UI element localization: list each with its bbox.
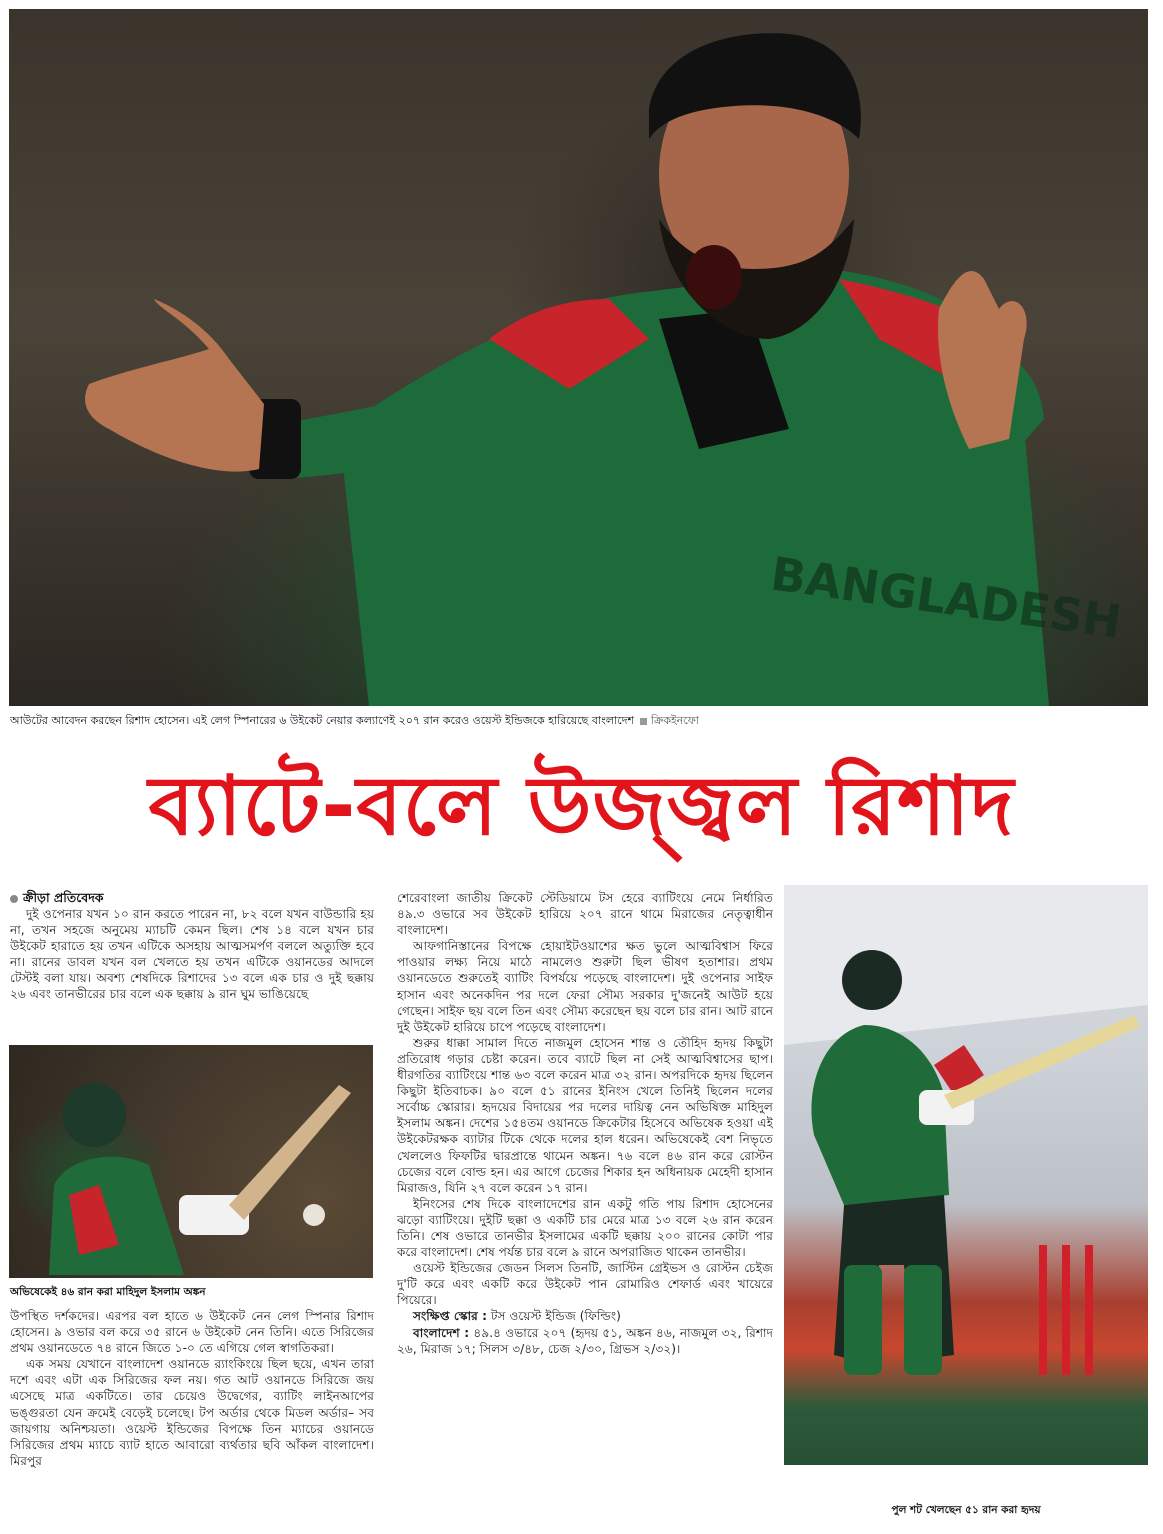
article-paragraph: শেরেবাংলা জাতীয় ক্রিকেট স্টেডিয়ামে টস হেরে ব্যাটিংয়ে নেমে নির্ধারিত ৪৯.৩ ওভারে সব উইকেট হারিয়ে ২০৭ রানে থামে মিরাজের নেতৃত্বাধীন বাংলাদেশ।	[397, 891, 773, 938]
column-1-bottom	[10, 1308, 374, 1469]
scorecard-label: সংক্ষিপ্ত স্কোর :	[413, 1309, 487, 1324]
photo-ankon	[9, 1045, 373, 1278]
article-paragraph: আফগানিস্তানের বিপক্ষে হোয়াইটওয়াশের ক্ষত ভুলে আত্মবিশ্বাস ফিরে পাওয়ার লক্ষ্য নিয়ে মাঠে নামলেও শুরুটা ছিল ভীষণ হতাশার। প্রথম ওয়ানডেতে শুরুতেই ব্যাটিং বিপর্যয়ে পড়েছে বাংলাদেশ। দুই ওপেনার সাইফ হাসান এবং অনেকদিন পর দলে ফেরা সৌম্য সরকার দু'জনেই আউট হয়ে গেছেন। সাইফ ছয় বলে তিন এবং সৌম্য করেছেন ছয় বলে চার রান। আট রানে দুই উইকেট হারিয়ে চাপে পড়েছে বাংলাদেশ।	[397, 939, 773, 1034]
article-paragraph: ওয়েস্ট ইন্ডিজের জেডন সিলস তিনটি, জাস্টিন গ্রেইভস ও রোস্টন চেইজ দু'টি করে এবং একটি করে উইকেট পান রোমারিও শেফার্ড এবং খায়েরে পিয়েরে।	[397, 1261, 773, 1308]
scorecard-bd-text: ৪৯.৪ ওভারে ২০৭ (হৃদয় ৫১, অঙ্কন ৪৬, নাজমুল ৩২, রিশাদ ২৬, মিরাজ ১৭; সিলস ৩/৪৮, চেজ ২/৩০, গ্রিভস ২/৩২)।	[397, 1325, 773, 1356]
article-paragraph: শুরুর ধাক্কা সামাল দিতে নাজমুল হোসেন শান্ত ও তৌহিদ হৃদয় কিছুটা প্রতিরোধ গড়ার চেষ্টা করেন। তবে ব্যাটে ছিল না সেই আত্মবিশ্বাসের ছাপ। ধীরগতির ব্যাটিংয়ে শান্ত ৬৩ বলে করেন মাত্র ৩২ রান। অপরদিকে হৃদয় ছিলেন কিছুটা ইতিবাচক। ৯০ বলে ৫১ রানের ইনিংস খেলে তিনিই ছিলেন দলের সর্বোচ্চ স্কোরার। হৃদয়ের বিদায়ের পর দলের দায়িত্ব নেন অভিষিক্ত মাহিদুল ইসলাম অঙ্কন। দেশের ১৫৪তম ওয়ানডে ক্রিকেটার হিসেবে অভিষেক হওয়া এই উইকেটরক্ষক ব্যাটার টিকে থেকে দলের হাল ধরেন। অভিষেকেই বেশ নিভৃতে খেললেও ফিফটির দ্বারপ্রান্তে থামেন অঙ্কন। ৭৬ বলে ৪৬ রান করে রোস্টন চেজের বলে বোল্ড হন। এর আগে চেজের শিকার হন অধিনায়ক মেহেদী হাসান মিরাজও, যিনি ২৭ বলে করেন ১৭ রান।	[397, 1035, 773, 1195]
hero-player-illustration	[9, 9, 1148, 706]
headline: ব্যাটে-বলে উজ্জ্বল রিশাদ	[148, 759, 1015, 854]
scorecard-toss	[397, 1308, 773, 1324]
scorecard-bd-label: বাংলাদেশ :	[413, 1325, 470, 1340]
credit-square-icon	[640, 718, 647, 725]
article-paragraph: দুই ওপেনার যখন ১০ রান করতে পারেন না, ৮২ বলে যখন বাউন্ডারি হয় না, তখন সহজে অনুমেয় ম্যাচটি কেমন ছিল। শেষ ১৪ বলে যখন চার উইকেট হারাতে হয় তখন এটিকে অসহায় আত্মসমর্পণ বললে অত্যুক্তি হবে না। রানের ডাবল যখন বল খেলতে হয় তখন এটিকে ওয়ানডের আদলে টেস্টই বলা যায়। অবশ্য শেষদিকে রিশাদের ১৩ বলে এক চার ও দুই ছক্কায় ২৬ এবং তানভীরের চার বলে এক ছক্কায় ৯ রান ঘুম ভাঙিয়েছে	[10, 907, 374, 1002]
hero-photo	[9, 9, 1148, 706]
byline-text: ক্রীড়া প্রতিবেদক	[23, 890, 104, 905]
photo-hridoy	[784, 885, 1148, 1465]
hero-credit: ক্রিকইনফো	[651, 714, 699, 727]
article-paragraph: ইনিংসের শেষ দিকে বাংলাদেশের রান একটু গতি পায় রিশাদ হোসেনের ঝড়ো ব্যাটিংয়ে। দুইটি ছক্কা ও একটি চার মেরে মাত্র ১৩ বলে ২৬ রান করেন তিনি। শেষ ওভারে তানভীর ইসলামের একটি ছক্কায় ২০০ রানের কোটা পার করে বাংলাদেশ। শেষ পর্যন্ত চার বলে ৯ রানে অপরাজিত থাকেন তানভীর।	[397, 1196, 773, 1260]
hridoy-pull-shot-illustration	[784, 885, 1148, 1465]
hero-caption	[10, 714, 1150, 728]
photo3-caption: পুল শট খেলছেন ৫১ রান করা হৃদয়	[891, 1504, 1041, 1516]
byline-bullet-icon	[10, 895, 18, 903]
article-paragraph: উপস্থিত দর্শকদের। এরপর বল হাতে ৬ উইকেট নেন লেগ স্পিনার রিশাদ হোসেন। ৯ ওভার বল করে ৩৫ রানে ৬ উইকেট নেন তিনি। এতে সিরিজের প্রথম ওয়ানডেতে ৭৪ রানে জিতে ১-০ তে এগিয়ে গেল স্বাগতিকরা।	[10, 1309, 374, 1356]
column-1-top	[10, 906, 374, 1003]
scorecard-bangladesh	[397, 1325, 773, 1357]
ankon-batting-illustration	[9, 1045, 373, 1278]
scorecard-toss-text: টস ওয়েস্ট ইন্ডিজ (ফিল্ডিং)	[490, 1309, 621, 1324]
hero-jersey-text: BANGLADESH	[767, 546, 1125, 650]
hero-caption-text: আউটের আবেদন করছেন রিশাদ হোসেন। এই লেগ স্পিনারের ৬ উইকেট নেয়ার কল্যাণেই ২০৭ রান করেও ওয়েস্ট ইন্ডিজকে হারিয়েছে বাংলাদেশ	[10, 714, 634, 727]
photo2-caption: অভিষেকেই ৪৬ রান করা মাহিদুল ইসলাম অঙ্কন	[10, 1286, 206, 1298]
article-paragraph: এক সময় যেখানে বাংলাদেশ ওয়ানডে র‍্যাংকিংয়ে ছিল ছয়ে, এখন তারা দশে এবং এটা এক সিরিজের ফল নয়। গত আট ওয়ানডে সিরিজে জয় এসেছে মাত্র একটিতে। তার চেয়েও উদ্বেগের, ব্যাটিং লাইনআপের ভঙ্গুরতা যেন ক্রমেই বেড়েই চলেছে। টপ অর্ডার থেকে মিডল অর্ডার– সব জায়গায় অনিশ্চয়তা। ওয়েস্ট ইন্ডিজের বিপক্ষে তিন ম্যাচের ওয়ানডে সিরিজের প্রথম ম্যাচে ব্যাট হাতে আবারো ব্যর্থতার ছবি আঁকল বাংলাদেশ। মিরপুর	[10, 1357, 374, 1468]
column-2	[397, 890, 773, 1357]
